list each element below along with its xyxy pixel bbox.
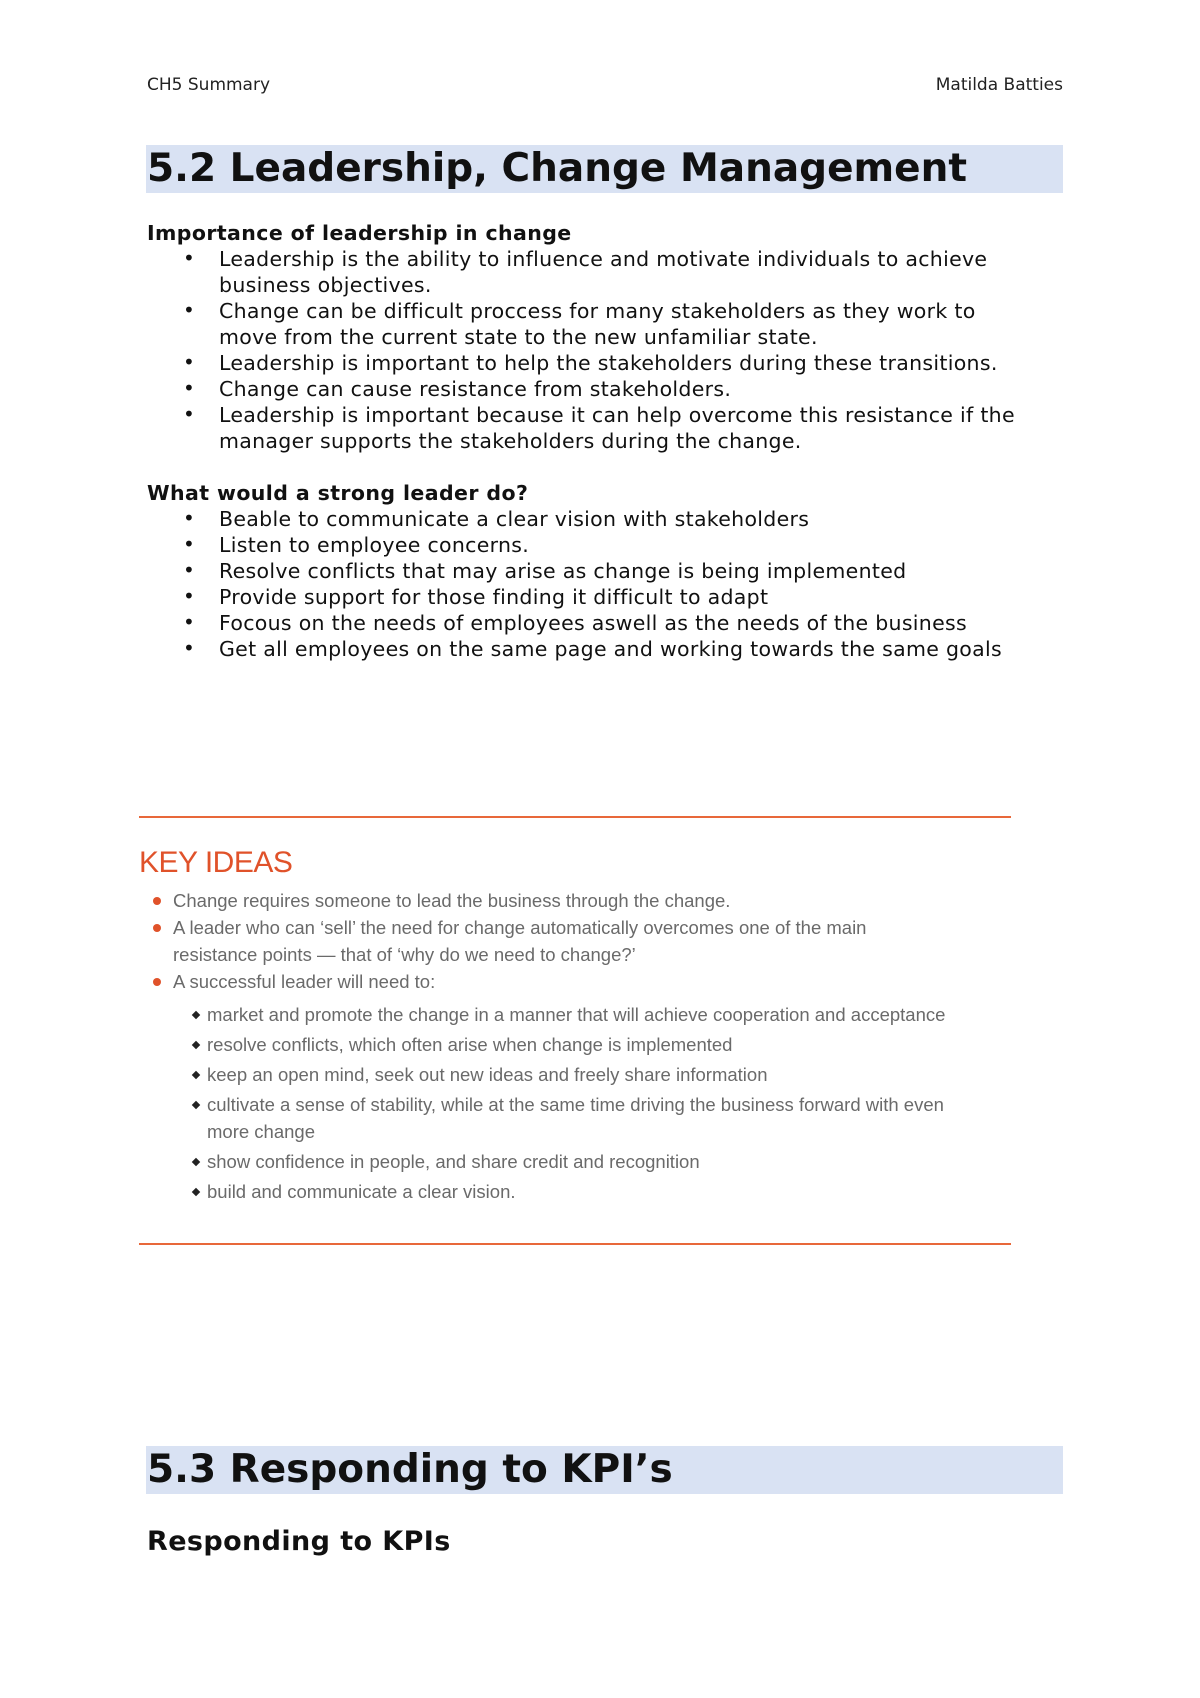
list-item: • Leadership is the ability to influence and motivate individuals to achieve business objectives. [183,246,988,297]
list-item: • Leadership is important to help the stakeholders during these transitions. [183,350,998,375]
bullet-icon: • [183,350,196,374]
key-ideas-box [139,845,1019,1208]
key-ideas-list [139,887,1019,1205]
header-doc-title: CH5 Summary [147,75,271,95]
bullet-icon: • [183,506,196,530]
list-item: resolve conflicts, which often arise when change is implemented [173,1031,1019,1058]
importance-section [147,220,1067,454]
list-item: A leader who can ‘sell’ the need for change automatically overcomes one of the main resistance points — that of ‘why do we need to change?’ [139,914,1019,968]
list-item: keep an open mind, seek out new ideas and freely share information [173,1061,1019,1088]
orange-bullet-icon [153,897,161,905]
bullet-icon: • [183,610,196,634]
bullet-icon: • [183,246,196,270]
list-item: show confidence in people, and share credit and recognition [173,1148,1019,1175]
list-item: • Beable to communicate a clear vision with stakeholders [183,506,810,531]
list-item: cultivate a sense of stability, while at the same time driving the business forward with even more change [173,1091,1019,1145]
list-item: A successful leader will need to: market and promote the change in a manner that will achieve cooperation and acceptance resolve conflicts, which often arise when change is implemented keep an open mind, seek out new ideas and freely share information cultivate a sense of stability, while at the same time driving the business forward with even more change show confidence in people, and share credit and recognition build and communicate a clear vision. [139,968,1019,1205]
diamond-bullet-icon [192,1011,200,1019]
bullet-icon: • [183,636,196,660]
header-author: Matilda Batties [935,75,1063,95]
list-item: market and promote the change in a manner that will achieve cooperation and acceptance [173,1001,1019,1028]
list-item: build and communicate a clear vision. [173,1178,1019,1205]
strong-leader-list [147,506,1067,662]
diamond-bullet-icon [192,1188,200,1196]
diamond-bullet-icon [192,1101,200,1109]
importance-list [147,246,1067,454]
list-item: • Leadership is important because it can help overcome this resistance if the manager supports the stakeholders during the change. [183,402,1015,453]
diamond-bullet-icon [192,1158,200,1166]
orange-bullet-icon [153,978,161,986]
key-ideas-title: KEY IDEAS [139,846,293,879]
strong-leader-heading: What would a strong leader do? [147,481,529,505]
key-ideas-top-rule [139,816,1011,818]
bullet-icon: • [183,558,196,582]
orange-bullet-icon [153,924,161,932]
strong-leader-section [147,480,1067,662]
list-item: • Get all employees on the same page and working towards the same goals [183,636,1002,661]
bullet-icon: • [183,402,196,426]
responding-to-kpis-heading: Responding to KPIs [147,1526,451,1557]
section-title-5-2: 5.2 Leadership, Change Management [147,146,968,191]
importance-heading: Importance of leadership in change [147,221,572,245]
list-item: • Listen to employee concerns. [183,532,530,557]
page-header [147,75,1063,99]
diamond-bullet-icon [192,1071,200,1079]
bullet-icon: • [183,376,196,400]
list-item: Change requires someone to lead the business through the change. [139,887,1019,914]
diamond-bullet-icon [192,1041,200,1049]
list-item: • Provide support for those finding it difficult to adapt [183,584,769,609]
list-item: • Focous on the needs of employees aswell as the needs of the business [183,610,967,635]
bullet-icon: • [183,298,196,322]
list-item: • Change can be difficult proccess for many stakeholders as they work to move from the current state to the new unfamiliar state. [183,298,976,349]
list-item: • Resolve conflicts that may arise as change is being implemented [183,558,907,583]
list-item: • Change can cause resistance from stakeholders. [183,376,732,401]
section-title-5-3: 5.3 Responding to KPI’s [147,1447,673,1492]
bullet-icon: • [183,584,196,608]
key-ideas-bottom-rule [139,1243,1011,1245]
key-ideas-sublist [173,1001,1019,1205]
bullet-icon: • [183,532,196,556]
